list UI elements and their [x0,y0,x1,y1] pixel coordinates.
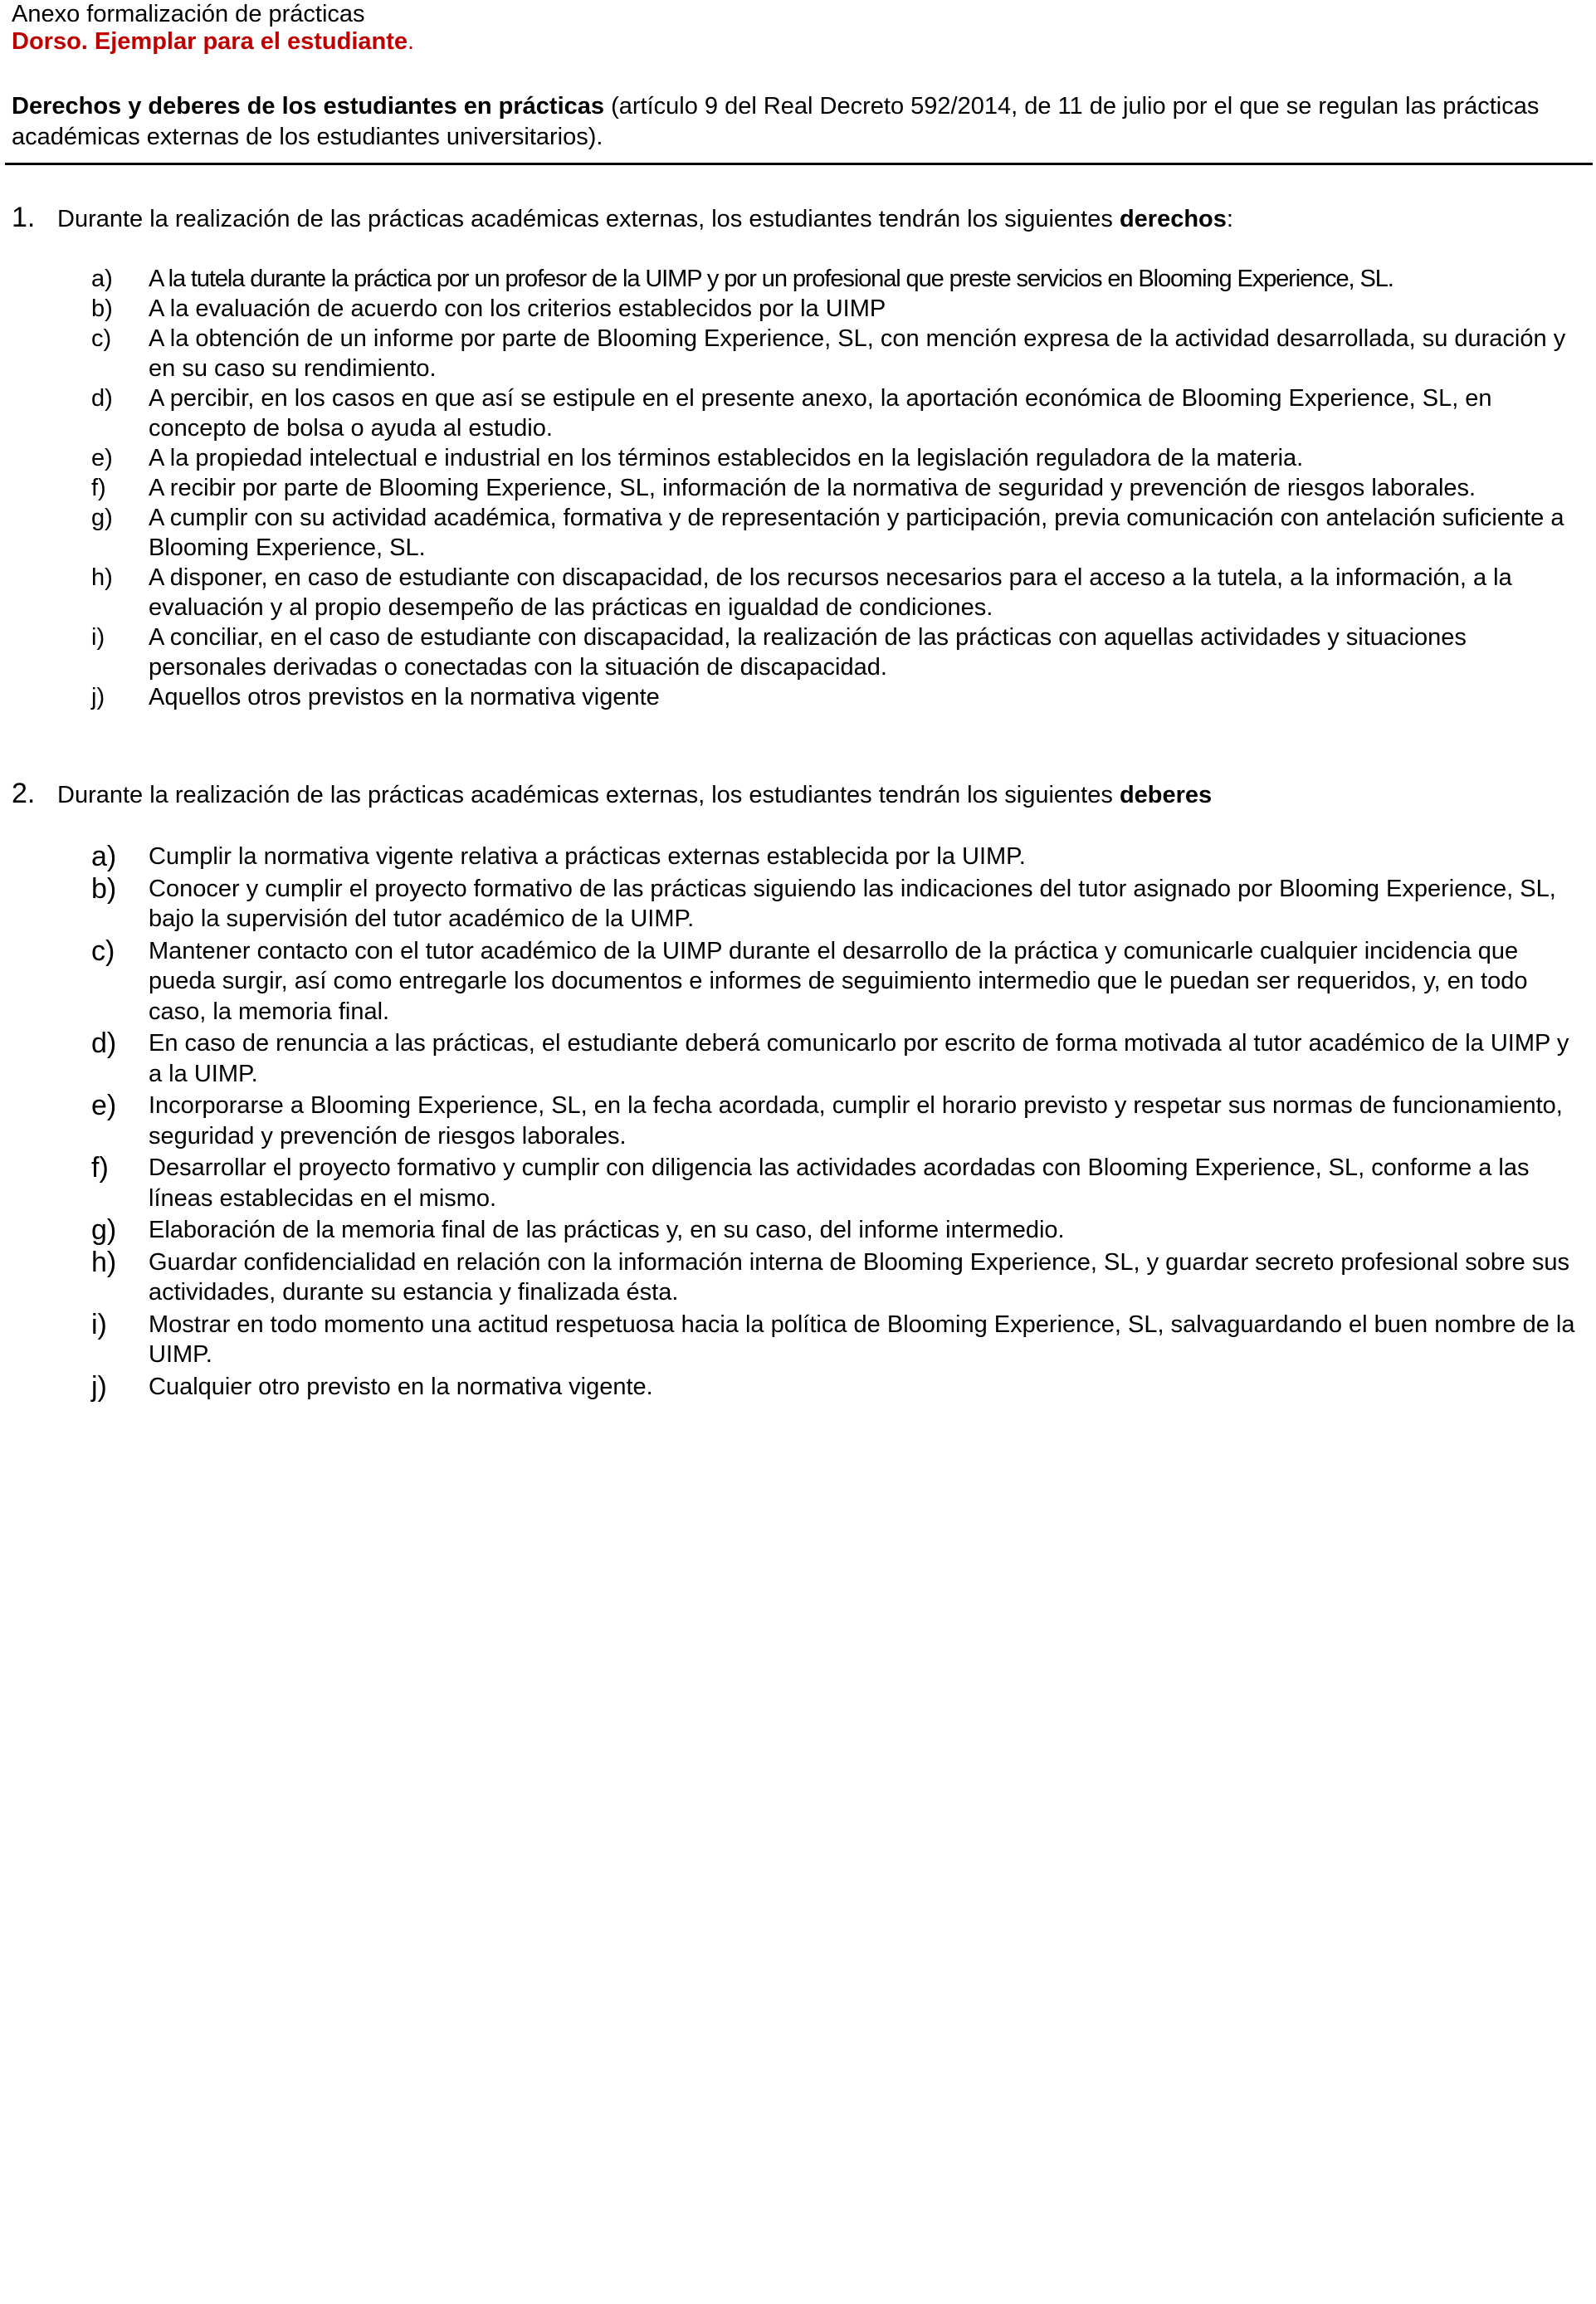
item-text: Incorporarse a Blooming Experience, SL, en la fecha acordada, cumplir el horario previsto y respetar sus normas de funcionamiento, seguridad y prevención de riesgos laborales. [149,1092,1563,1150]
item-text: A recibir por parte de Blooming Experience, SL, información de la normativa de seguridad y prevención de riesgos laborales. [149,475,1476,501]
section-number: 1. [12,202,36,233]
list-item [0,563,1596,622]
item-text: A la evaluación de acuerdo con los criterios establecidos por la UIMP [149,295,886,322]
item-text: Desarrollar el proyecto formativo y cumplir con diligencia las actividades acordadas con Blooming Experience, SL, conforme a las líneas establecidas en el mismo. [149,1154,1530,1212]
section-keyword: derechos [1119,206,1227,232]
item-letter: d) [91,1028,117,1059]
item-text: Mantener contacto con el tutor académico de la UIMP durante el desarrollo de la práctica y comunicarle cualquier incidencia que pueda surgir, así como entregarle los documentos e informes de seguimiento intermedio que le puedan ser requeridos, y, en todo caso, la memoria final. [149,937,1528,1025]
list-item [0,324,1596,383]
item-text: A conciliar, en el caso de estudiante con discapacidad, la realización de las prácticas con aquellas actividades y situaciones personales derivadas o conectadas con la situación de discapacidad. [149,624,1467,681]
item-text: Conocer y cumplir el proyecto formativo de las prácticas siguiendo las indicaciones del tutor asignado por Blooming Experience, SL, bajo la supervisión del tutor académico de la UIMP. [149,875,1556,932]
item-text: Aquellos otros previstos en la normativa vigente [149,684,660,710]
item-letter: g) [91,505,113,531]
list-item [0,473,1596,503]
rights-list [0,264,1596,712]
list-item [0,1215,1596,1246]
section-end: : [1226,206,1233,232]
intro-paragraph [12,91,1589,153]
list-item [0,1247,1596,1308]
list-item [0,874,1596,935]
item-text: A cumplir con su actividad académica, formativa y de representación y participación, previa comunicación con antelación suficiente a Blooming Experience, SL. [149,505,1564,561]
item-letter: f) [91,1152,109,1184]
list-item [0,1153,1596,1213]
item-letter: a) [91,266,113,292]
item-text: Mostrar en todo momento una actitud respetuosa hacia la política de Blooming Experience, SL, salvaguardando el buen nombre de la UIMP. [149,1311,1575,1368]
list-item [0,503,1596,563]
divider-line [5,163,1593,165]
item-text: A la obtención de un informe por parte de Blooming Experience, SL, con mención expresa de la actividad desarrollada, su duración y en su caso su rendimiento. [149,325,1566,382]
intro-text: (artículo 9 del Real Decreto 592/2014, de 11 de julio por el que se regulan las prácticas académicas externas de los estudiantes universitarios). [12,93,1540,150]
item-letter: a) [91,841,117,872]
item-text: A la propiedad intelectual e industrial en los términos establecidos en la legislación reguladora de la materia. [149,445,1304,471]
list-item [0,1310,1596,1370]
list-item [0,264,1596,294]
item-letter: e) [91,1090,117,1121]
item-text: Guardar confidencialidad en relación con la información interna de Blooming Experience, SL, y guardar secreto profesional sobre sus actividades, durante su estancia y finalizada ésta. [149,1248,1569,1306]
item-letter: e) [91,445,113,471]
section-lead: Durante la realización de las prácticas académicas externas, los estudiantes tendrán los siguientes [57,206,1120,232]
item-text: Cualquier otro previsto en la normativa vigente. [149,1373,653,1400]
item-letter: j) [91,684,105,710]
item-letter: j) [91,1370,107,1403]
item-letter: c) [91,325,112,352]
section-rights-heading [12,203,1589,234]
item-text: A percibir, en los casos en que así se estipule en el presente anexo, la aportación económica de Blooming Experience, SL, en concepto de bolsa o ayuda al estudio. [149,385,1492,442]
document-subtitle [12,27,414,56]
item-text: Cumplir la normativa vigente relativa a prácticas externas establecida por la UIMP. [149,843,1026,870]
item-letter: b) [91,872,117,905]
list-item [0,936,1596,1028]
list-item [0,622,1596,682]
item-letter: b) [91,295,113,322]
section-duties-heading [12,779,1589,810]
section-keyword: deberes [1119,782,1213,808]
list-item [0,294,1596,324]
item-text: A disponer, en caso de estudiante con discapacidad, de los recursos necesarios para el acceso a la tutela, a la información, a la evaluación y al propio desempeño de las prácticas en igualdad de condiciones. [149,564,1512,621]
item-text: Elaboración de la memoria final de las prácticas y, en su caso, del informe intermedio. [149,1217,1065,1243]
item-letter: f) [91,475,106,501]
document-title: Anexo formalización de prácticas [12,1,365,27]
item-letter: h) [91,564,113,591]
item-letter: h) [91,1246,117,1278]
list-item [0,383,1596,443]
list-item [0,842,1596,872]
subtitle-end: . [408,28,415,55]
intro-heading: Derechos y deberes de los estudiantes en prácticas [12,93,605,120]
list-item [0,682,1596,712]
list-item [0,443,1596,473]
item-letter: c) [91,935,115,967]
item-letter: g) [91,1214,117,1246]
subtitle-text: Dorso. Ejemplar para el estudiante [12,28,408,55]
section-lead: Durante la realización de las prácticas académicas externas, los estudiantes tendrán los siguientes [57,782,1120,808]
item-text: A la tutela durante la práctica por un profesor de la UIMP y por un profesional que preste servicios en Blooming Experience, SL. [149,266,1393,292]
list-item [0,1372,1596,1403]
item-text: En caso de renuncia a las prácticas, el estudiante deberá comunicarlo por escrito de forma motivada al tutor académico de la UIMP y a la UIMP. [149,1030,1569,1087]
list-item [0,1091,1596,1151]
list-item [0,1028,1596,1089]
item-letter: i) [91,624,105,651]
section-number: 2. [12,778,36,809]
item-letter: i) [91,1308,107,1340]
item-letter: d) [91,385,113,412]
duties-list [0,842,1596,1403]
